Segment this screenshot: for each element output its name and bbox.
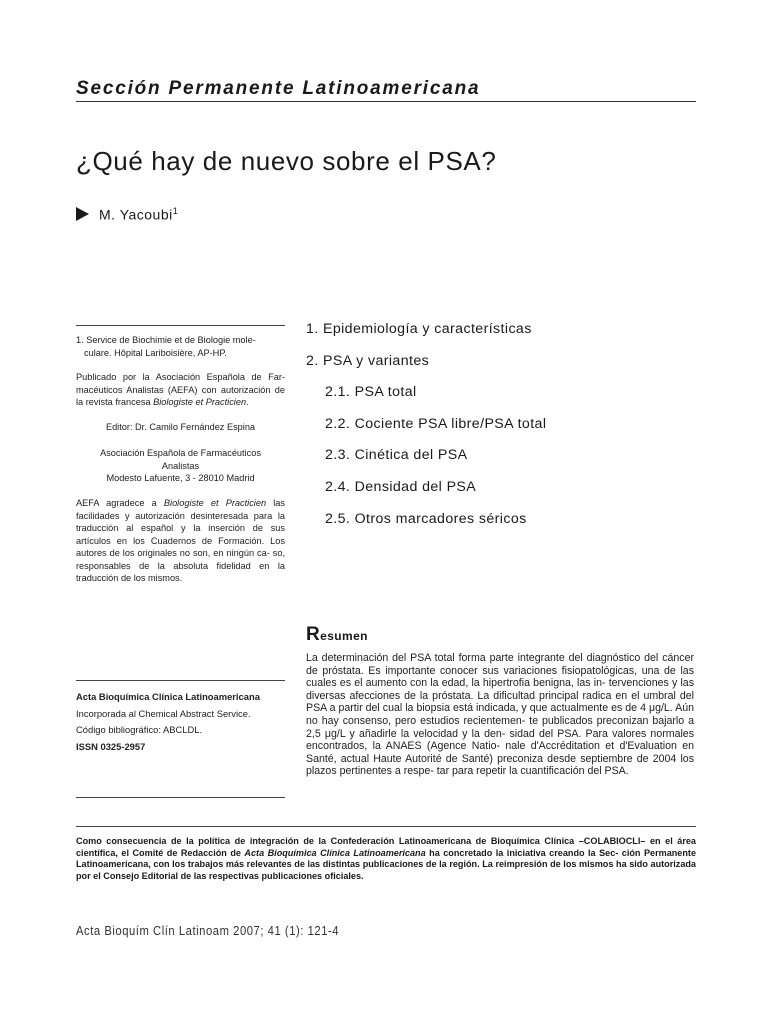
toc-item: 2. PSA y variantes <box>306 352 430 369</box>
toc-item: 1. Epidemiología y características <box>306 321 532 337</box>
abstract-heading-initial: R <box>306 624 321 645</box>
toc-item: 2.2. Cociente PSA libre/PSA total <box>325 415 547 432</box>
section-note-text-rest: ha concretado la iniciativa creando la Sec- ción Permanente Latinoamericana, con los trabajos más relevantes de las distintas publicaciones de la región. La reimpresión de los mismos ha sido autorizada por el Consejo Editorial de las respectivas publicaciones oficiales. <box>76 847 697 881</box>
section-note <box>76 836 696 882</box>
arrow-right-icon <box>76 207 89 221</box>
toc-item: 2.4. Densidad del PSA <box>325 478 477 495</box>
abstract-heading <box>306 624 368 646</box>
journal-info-top-rule <box>76 680 285 681</box>
association-address <box>76 447 285 485</box>
footer-citation: Acta Bioquím Clín Latinoam 2007; 41 (1): 121-4 <box>76 924 340 938</box>
abstract-body: La determinación del PSA total forma parte integrante del diagnóstico del cáncer de próstata. Es importante conocer sus variaciones fisiopatológicas, una de las cuales es el aumento con la edad, la hipertrofia benigna, las in- tervenciones y las diversas afecciones de la próstata. La dificultad principal radica en el umbral del PSA a partir del cual la biopsia está indicada, y que actualmente es de 4 μg/L. Aún no hay consenso, pero estudios recientemen- te publicados preconizan bajarlo a 2,5 μg/L y añadirle la velocidad y la den- sidad del PSA. Para valores normales encontrados, la ANAES (Agence Natio- nale d'Accréditation et d'Evaluation en Santé, actual Haute Autorité de Santé) preconiza desde septiembre de 2004 los plazos pertinentes a respe- tar para repetir la cuantificación del PSA. <box>306 652 694 778</box>
publication-note-end: . <box>246 397 249 407</box>
left-column-top-rule <box>76 325 285 326</box>
note-rule <box>76 826 696 827</box>
author-name <box>99 206 178 223</box>
association-line: Asociación Española de Farmacéuticos <box>100 448 261 458</box>
table-of-contents <box>306 319 546 540</box>
journal-info-bottom-rule <box>76 797 285 798</box>
affiliation <box>76 334 285 359</box>
journal-info <box>76 689 285 755</box>
section-note-journal: Acta Bioquímica Clínica Latinoamericana <box>244 847 426 858</box>
publication-note <box>76 371 285 409</box>
association-line: Analistas <box>161 460 200 471</box>
acknowledgement-text: AEFA agradece a <box>76 498 164 508</box>
section-title: Sección Permanente Latinoamericana <box>76 78 481 99</box>
publication-note-text: Publicado por la Asociación Española de Far- macéuticos Analistas (AEFA) con autorización de la revista francesa <box>76 372 285 407</box>
author-superscript: 1 <box>172 206 179 216</box>
journal-name: Acta Bioquímica Clínica Latinoamericana <box>76 691 260 702</box>
journal-issn: ISSN 0325-2957 <box>76 740 146 752</box>
toc-item: 2.3. Cinética del PSA <box>325 447 468 464</box>
toc-item: 2.1. PSA total <box>325 384 417 401</box>
author-row <box>76 206 178 223</box>
publication-journal: Biologiste et Practicien <box>153 397 247 407</box>
acknowledgement-journal: Biologiste et Practicien <box>163 498 267 508</box>
toc-item: 2.5. Otros marcadores séricos <box>325 510 527 527</box>
header-rule <box>76 101 696 102</box>
journal-index: Incorporada al Chemical Abstract Service. <box>76 707 251 719</box>
author-name-text: M. Yacoubi <box>99 206 173 223</box>
editor-line: Editor: Dr. Camilo Fernández Espina <box>105 422 256 432</box>
article-title: ¿Qué hay de nuevo sobre el PSA? <box>76 146 497 176</box>
section-note-text: Como consecuencia de la política de integración de la Confederación Latinoamericana de Bioquímica Clínica –COLABIOCLI– en el área científica, el Comité de Redacción de <box>76 836 696 858</box>
journal-code: Código bibliográfico: ABCLDL. <box>76 724 203 735</box>
acknowledgement <box>76 497 285 585</box>
acknowledgement-text-rest: las facilidades y autorización desinteresada para la traducción al español y la inserción de sus artículos en los Cuadernos de Formación. Los autores de los originales no son, en ningún ca- so, responsables de la absoluta fidelidad en la traducción de los mismos. <box>76 498 285 583</box>
abstract-heading-rest: esumen <box>320 629 368 643</box>
affiliation-line: culare. Hôpital Lariboisière, AP-HP. <box>84 347 227 358</box>
association-line: Modesto Lafuente, 3 - 28010 Madrid <box>106 473 255 483</box>
affiliation-line: 1. Service de Biochimie et de Biologie mole- <box>76 335 256 345</box>
